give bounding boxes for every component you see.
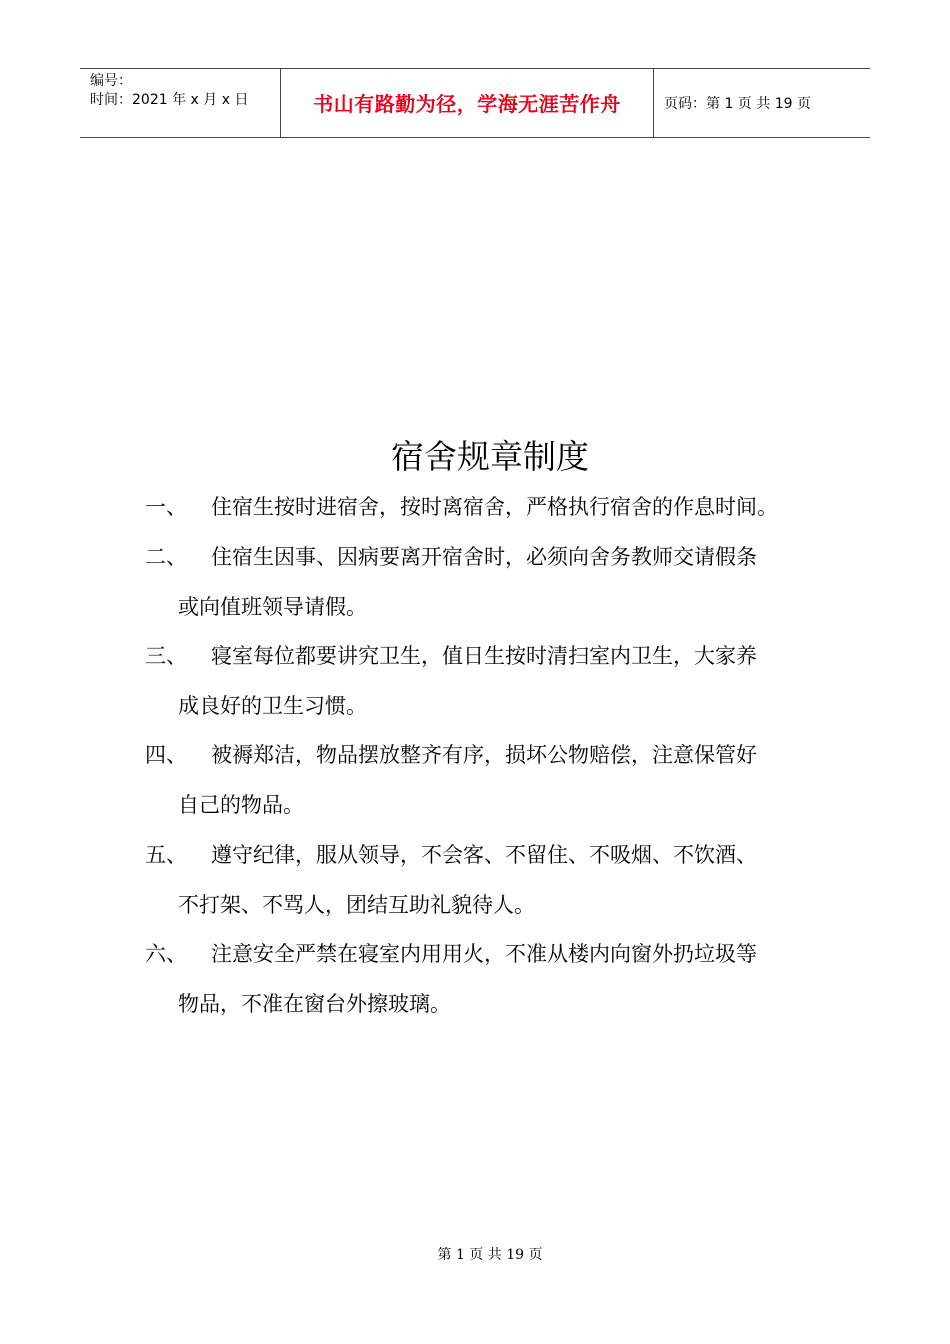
- rule-item: [145, 482, 825, 532]
- rule-item: [145, 730, 825, 830]
- page-header: [80, 68, 870, 138]
- rule-item: [145, 631, 825, 731]
- rule-line: 遵守纪律，服从领导，不会客、不留住、不吸烟、不饮酒、: [211, 843, 757, 867]
- rule-line-continued: 不打架、不骂人，团结互助礼貌待人。: [178, 893, 535, 917]
- rule-item: [145, 830, 825, 930]
- rule-line: 注意安全严禁在寝室内用用火，不准从楼内向窗外扔垃圾等: [211, 942, 757, 966]
- header-page-code: 页码：第 1 页 共 19 页: [664, 96, 811, 112]
- rule-line: 被褥郑洁，物品摆放整齐有序，损坏公物赔偿，注意保管好: [211, 743, 757, 767]
- document-title: 宿舍规章制度: [391, 437, 589, 476]
- rule-text: [145, 532, 825, 632]
- rule-item: [145, 532, 825, 632]
- rule-text: [145, 730, 825, 830]
- rule-item: [145, 929, 825, 1029]
- rule-text: [145, 482, 825, 532]
- rule-line-continued: 物品，不准在窗台外擦玻璃。: [178, 992, 451, 1016]
- header-motto: 书山有路勤为径，学海无涯苦作舟: [313, 92, 621, 116]
- rule-number: 六、: [145, 942, 187, 966]
- rule-text: [145, 631, 825, 731]
- header-page-cell: [654, 69, 870, 137]
- rule-line: 寝室每位都要讲究卫生，值日生按时清扫室内卫生，大家养: [211, 644, 757, 668]
- rule-line-continued: 自己的物品。: [178, 793, 304, 817]
- rule-line-continued: 成良好的卫生习惯。: [178, 694, 367, 718]
- rule-number: 四、: [145, 743, 187, 767]
- header-meta-cell: [80, 69, 281, 137]
- rule-line: 住宿生因事、因病要离开宿舍时，必须向舍务教师交请假条: [211, 545, 757, 569]
- rule-text: [145, 929, 825, 1029]
- rule-number: 五、: [145, 843, 187, 867]
- rule-number: 三、: [145, 644, 187, 668]
- page-footer: 第 1 页 共 19 页: [437, 1247, 543, 1263]
- document-number-label: 编号：: [90, 73, 132, 89]
- rule-text: [145, 830, 825, 930]
- rule-number: 二、: [145, 545, 187, 569]
- rule-number: 一、: [145, 495, 187, 519]
- rule-line: 住宿生按时进宿舍，按时离宿舍，严格执行宿舍的作息时间。: [211, 495, 778, 519]
- rule-line-continued: 或向值班领导请假。: [178, 595, 367, 619]
- header-motto-cell: [281, 69, 654, 137]
- document-date-label: 时间：2021 年 x 月 x 日: [90, 92, 249, 108]
